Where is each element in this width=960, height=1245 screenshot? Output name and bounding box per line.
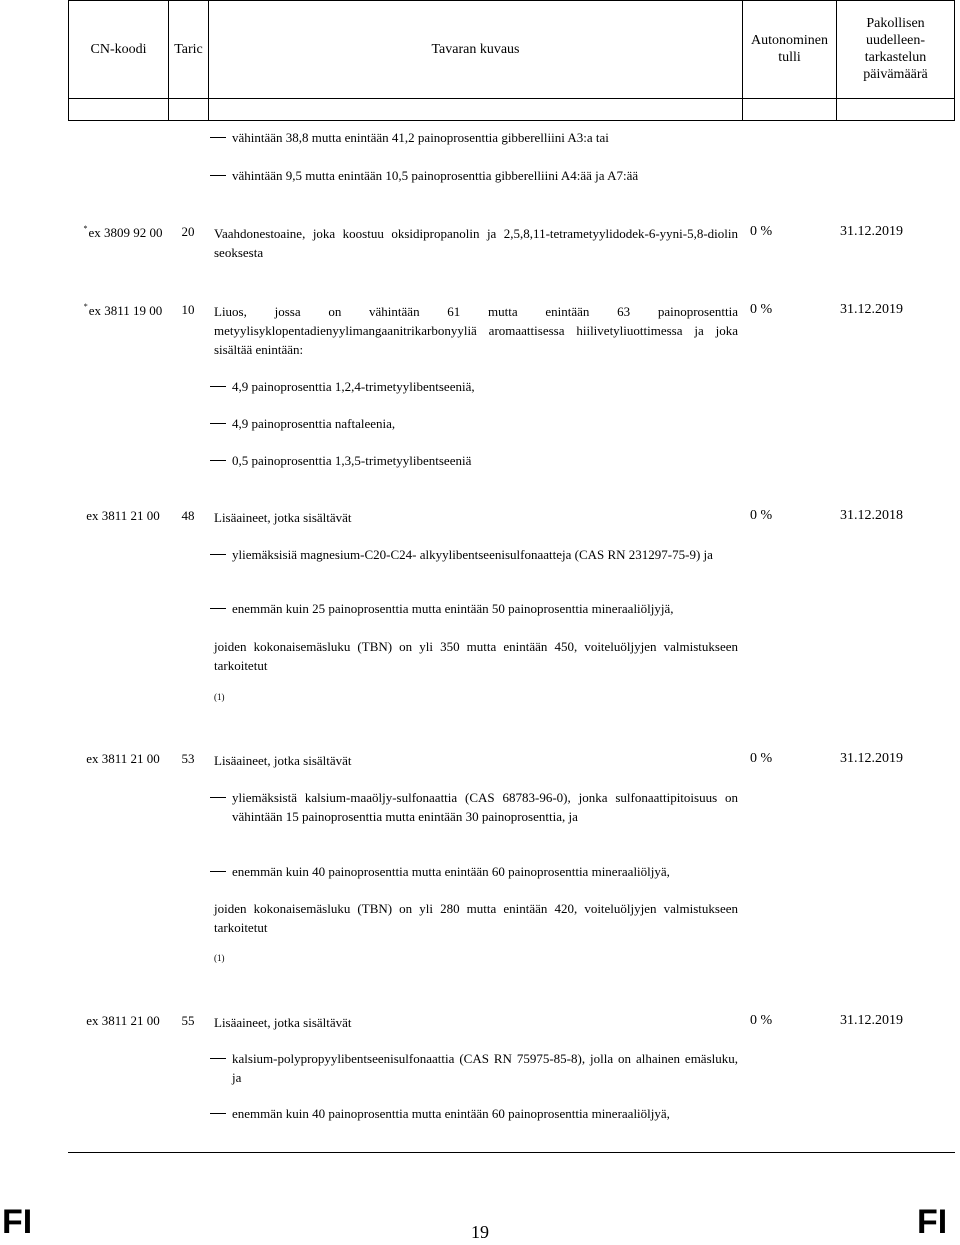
- list-item: yliemäksistä kalsium-maaöljy-sulfonaattia (CAS 68783-96-0), jonka sulfonaattipitoisuus on vähintään 15 painoprosenttia mutta enintään 30 painoprosenttia, ja: [210, 788, 738, 826]
- cn-code: ex 3811 21 00: [86, 1013, 160, 1028]
- list-item: enemmän kuin 25 painoprosenttia mutta enintään 50 painoprosenttia mineraaliöljyjä,: [210, 599, 738, 618]
- goods-description: Vaahdonestoaine, joka koostuu oksidipropanolin ja 2,5,8,11-tetrametyylidodek-6-yyni-5,8-diolin seoksesta: [214, 226, 738, 260]
- dash-marker: [210, 871, 226, 872]
- dash-marker: [210, 554, 226, 555]
- taric-code: 10: [181, 302, 195, 317]
- goods-description: Liuos, jossa on vähintään 61 mutta enintään 63 painoprosenttia metyylisyklopentadienyylimangaanitrikarbonyyliä aromaattisessa hiilivetyliuottimessa ja joka sisältää enintään:: [214, 304, 738, 357]
- duty-rate: 0 %: [750, 508, 773, 523]
- list-item: enemmän kuin 40 painoprosenttia mutta enintään 60 painoprosenttia mineraaliöljyä,: [210, 862, 738, 881]
- header-taric: Taric: [174, 41, 203, 57]
- dash-marker: [210, 1058, 226, 1059]
- review-date: 31.12.2019: [840, 751, 903, 766]
- dash-marker: [210, 137, 226, 138]
- taric-code: 55: [181, 1013, 195, 1028]
- review-date: 31.12.2018: [840, 508, 903, 523]
- duty-rate: 0 %: [750, 1013, 773, 1028]
- goods-description: Lisäaineet, jotka sisältävät: [214, 753, 352, 768]
- header-duty: Autonominen tulli: [751, 33, 828, 65]
- header-spacer-rule: [68, 120, 955, 121]
- list-item: vähintään 38,8 mutta enintään 41,2 painoprosenttia gibberelliini A3:a tai: [210, 128, 738, 147]
- goods-description-tail: joiden kokonaisemäsluku (TBN) on yli 280 mutta enintään 420, voiteluöljyjen valmistukseen tarkoitetut: [214, 901, 738, 935]
- list-item: yliemäksisiä magnesium-C20-C24- alkyylibentseenisulfonaatteja (CAS RN 231297-75-9) ja: [210, 545, 738, 564]
- page-number: 19: [471, 1222, 489, 1242]
- taric-code: 48: [181, 508, 195, 523]
- dash-marker: [210, 460, 226, 461]
- header-cn-code: CN-koodi: [90, 41, 147, 57]
- header-description: Tavaran kuvaus: [431, 41, 520, 57]
- dash-marker: [210, 423, 226, 424]
- duty-rate: 0 %: [750, 302, 773, 317]
- review-date: 31.12.2019: [840, 1013, 903, 1028]
- cn-code: ex 3811 21 00: [86, 508, 160, 523]
- list-item: 0,5 painoprosenttia 1,3,5-trimetyylibentseeniä: [210, 451, 738, 470]
- cn-code: *ex 3811 19 00: [83, 302, 163, 318]
- taric-code: 20: [181, 224, 195, 239]
- dash-marker: [210, 797, 226, 798]
- footnote-reference: (1): [214, 953, 225, 963]
- goods-description: Lisäaineet, jotka sisältävät: [214, 1015, 352, 1030]
- footnote-reference: (1): [214, 692, 225, 702]
- duty-rate: 0 %: [750, 751, 773, 766]
- review-date: 31.12.2019: [840, 302, 903, 317]
- table-frame-right: [954, 0, 955, 120]
- cn-code: ex 3811 21 00: [86, 751, 160, 766]
- list-item: 4,9 painoprosenttia naftaleenia,: [210, 414, 738, 433]
- header-review-date: Pakollisen uudelleen-tarkastelun päivämäärä: [863, 16, 928, 82]
- list-item: vähintään 9,5 mutta enintään 10,5 painoprosenttia gibberelliini A4:ää ja A7:ää: [210, 166, 738, 185]
- taric-code: 53: [181, 751, 195, 766]
- list-item: enemmän kuin 40 painoprosenttia mutta enintään 60 painoprosenttia mineraaliöljyä,: [210, 1104, 738, 1123]
- review-date: 31.12.2019: [840, 224, 903, 239]
- dash-marker: [210, 1113, 226, 1114]
- dash-marker: [210, 175, 226, 176]
- language-code-left: FI: [2, 1203, 33, 1241]
- duty-rate: 0 %: [750, 224, 773, 239]
- table-bottom-rule: [68, 1152, 955, 1153]
- list-item: 4,9 painoprosenttia 1,2,4-trimetyylibentseeniä,: [210, 377, 738, 396]
- header-bottom-rule: [68, 98, 955, 99]
- list-item: kalsium-polypropyylibentseenisulfonaattia (CAS RN 75975-85-8), jolla on alhainen emäsluku, ja: [210, 1049, 738, 1087]
- cn-code: *ex 3809 92 00: [83, 224, 163, 240]
- goods-description-tail: joiden kokonaisemäsluku (TBN) on yli 350 mutta enintään 450, voiteluöljyjen valmistukseen tarkoitetut: [214, 639, 738, 673]
- language-code-right: FI: [917, 1203, 948, 1241]
- dash-marker: [210, 386, 226, 387]
- dash-marker: [210, 608, 226, 609]
- goods-description: Lisäaineet, jotka sisältävät: [214, 510, 352, 525]
